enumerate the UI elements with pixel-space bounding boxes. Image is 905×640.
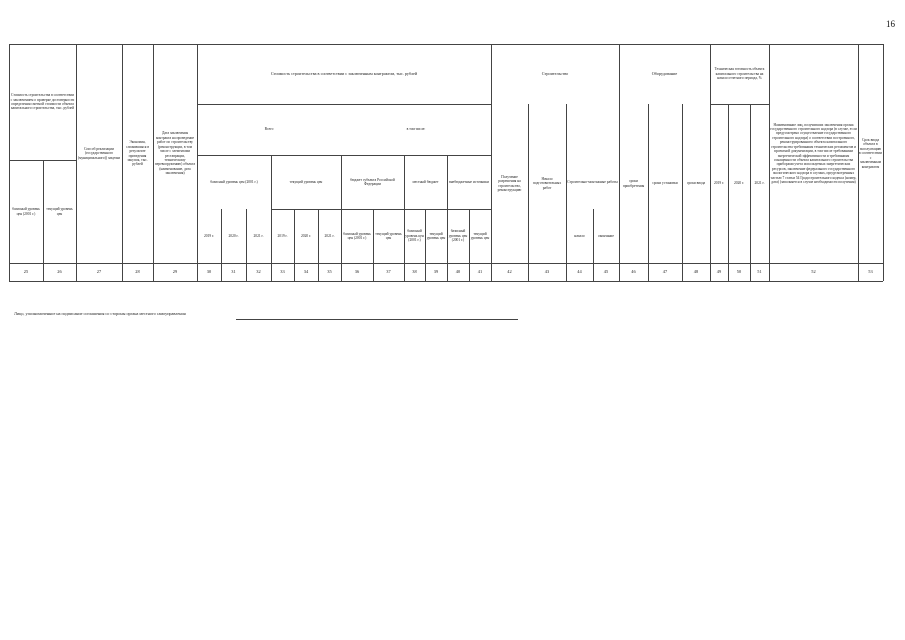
column-number: 42	[507, 268, 512, 274]
header-readiness-2019: 2019 г.	[713, 181, 725, 186]
table-bottom-border	[9, 281, 883, 282]
column-number: 48	[693, 268, 699, 274]
column-number: 50	[736, 268, 742, 274]
column-number: 37	[386, 268, 391, 274]
header-construction: Строительство	[541, 71, 569, 77]
header-year-2019: 2019 г.	[277, 233, 288, 238]
header-sub-base-price: базисный уровень цен (2001 г.)	[343, 231, 371, 240]
column-number: 35	[327, 268, 332, 274]
header-year-2021: 2021 г.	[253, 233, 264, 238]
header-cost-estimate: Стоимость строительства в соответствии с заключением о проверке достоверности определения сметной стоимости объекта капитального строительства, тыс. рублей	[10, 93, 75, 111]
header-local-budget: местный бюджет	[412, 179, 439, 184]
column-number: 34	[303, 268, 309, 274]
header-current-price: текущий уровень цен	[46, 207, 73, 216]
header-acquisition-dates: сроки приобретения	[622, 179, 645, 188]
header-extra-budget: внебюджетные источники	[449, 179, 489, 184]
column-number: 40	[455, 268, 461, 274]
column-number: 43	[544, 268, 550, 274]
column-number: 39	[433, 268, 439, 274]
column-number: 53	[868, 268, 873, 274]
header-sub-base-price: базисный уровень цен (2001 г.)	[405, 229, 424, 243]
signatory-label: Лицо, уполномоченное на подписание соглашения со стороны органа местного самоуправления	[14, 311, 186, 316]
column-number: 46	[631, 268, 636, 274]
page-number: 16	[886, 19, 895, 29]
column-number: 28	[135, 268, 140, 274]
header-technical-readiness: Техническая готовность объекта капитального строительства на начало отчетного периода, %	[714, 67, 765, 81]
column-number: 32	[256, 268, 261, 274]
header-preparatory-works: Начало подготовительных работ	[532, 176, 562, 190]
column-number: 30	[206, 268, 212, 274]
column-number: 33	[280, 268, 285, 274]
header-equipment: Оборудование	[651, 71, 678, 77]
column-number: 49	[716, 268, 722, 274]
column-number: 25	[23, 268, 29, 274]
header-contract-date: Дата заключения контракта на проведение работ по строительству (реконструкции, в том числе с элементами реставрации, техническому перевооружению) объекта (наименование, дата заключения)	[154, 131, 196, 176]
signature-line	[236, 319, 518, 320]
column-number: 47	[662, 268, 668, 274]
header-year-2019: 2019 г.	[203, 233, 215, 238]
header-total-base-price: базисный уровень цен (2001 г.)	[210, 179, 258, 184]
header-readiness-2020: 2020 г.	[733, 181, 745, 186]
header-regional-budget: бюджет субъекта Российской Федерации	[350, 177, 395, 186]
column-number: 41	[477, 268, 483, 274]
column-number: 38	[412, 268, 417, 274]
column-number: 31	[231, 268, 236, 274]
header-installation-dates: сроки установки	[652, 181, 678, 186]
column-number: 45	[603, 268, 609, 274]
column-number: 36	[354, 268, 360, 274]
header-sub-current-price: текущий уровень цен	[426, 231, 446, 240]
header-savings: Экономия, сложившаяся в результате проведения закупок, тыс. рублей	[125, 140, 150, 167]
header-sub-current-price: текущий уровень цен	[470, 231, 490, 240]
column-number: 27	[96, 268, 102, 274]
header-sub-base-price: базисный уровень цен (2001 г.)	[448, 229, 468, 243]
header-building-permit: Получение разрешения на строительство, реконструкцию	[497, 174, 522, 192]
header-readiness-2021: 2021 г.	[754, 181, 765, 186]
header-commissioning-dates: сроки ввода	[686, 181, 706, 186]
header-works-end: окончание	[598, 233, 614, 238]
header-construction-works: Строительно-монтажные работы	[567, 179, 618, 184]
header-total-current-price: текущий уровень цен	[289, 179, 323, 184]
header-year-2020: 2020 г.	[228, 233, 239, 238]
header-total: Всего	[264, 127, 274, 132]
header-procurement-method: Способ реализации (государственного (муниципального)) закупки	[77, 146, 121, 160]
header-works-start: начало	[574, 233, 585, 238]
column-number: 44	[577, 268, 582, 274]
header-commissioning-deadline: Срок ввода объекта в эксплуатацию в соответствии с заключенным контрактом	[859, 138, 882, 169]
header-year-2021: 2021 г.	[324, 233, 335, 238]
column-number: 52	[811, 268, 816, 274]
header-including: в том числе:	[406, 127, 426, 132]
column-number: 51	[757, 268, 762, 274]
header-sub-current-price: текущий уровень цен	[375, 231, 402, 240]
column-number: 26	[57, 268, 62, 274]
header-year-2020: 2020 г.	[300, 233, 312, 238]
header-base-price: базисный уровень цен (2001 г.)	[12, 207, 40, 216]
rule-line	[883, 44, 884, 281]
header-supervision-conclusions: Наименование лиц, получивших заключения органа государственного строительного надзора (в случае, если предусмотрено осуществление государственного строительного надзора) о соответствии построенного, реконструированного объекта капитального строительства требованиям технических регламентов и проектной документации, в том числе требованиям энергетической эффективности и требованиям оснащенности объекта капитального строительства приборами учета используемых энергетических ресурсов, заключение федерального государственного экологического надзора в случаях, предусмотренных частью 7 статьи 54 Градостроительного кодекса (номер, дата) (заполняется в случае необходимости получения)	[770, 122, 857, 184]
header-contract-cost: Стоимость строительства в соответствии с заключенным контрактом, тыс. рублей	[270, 71, 418, 77]
column-number: 29	[172, 268, 178, 274]
